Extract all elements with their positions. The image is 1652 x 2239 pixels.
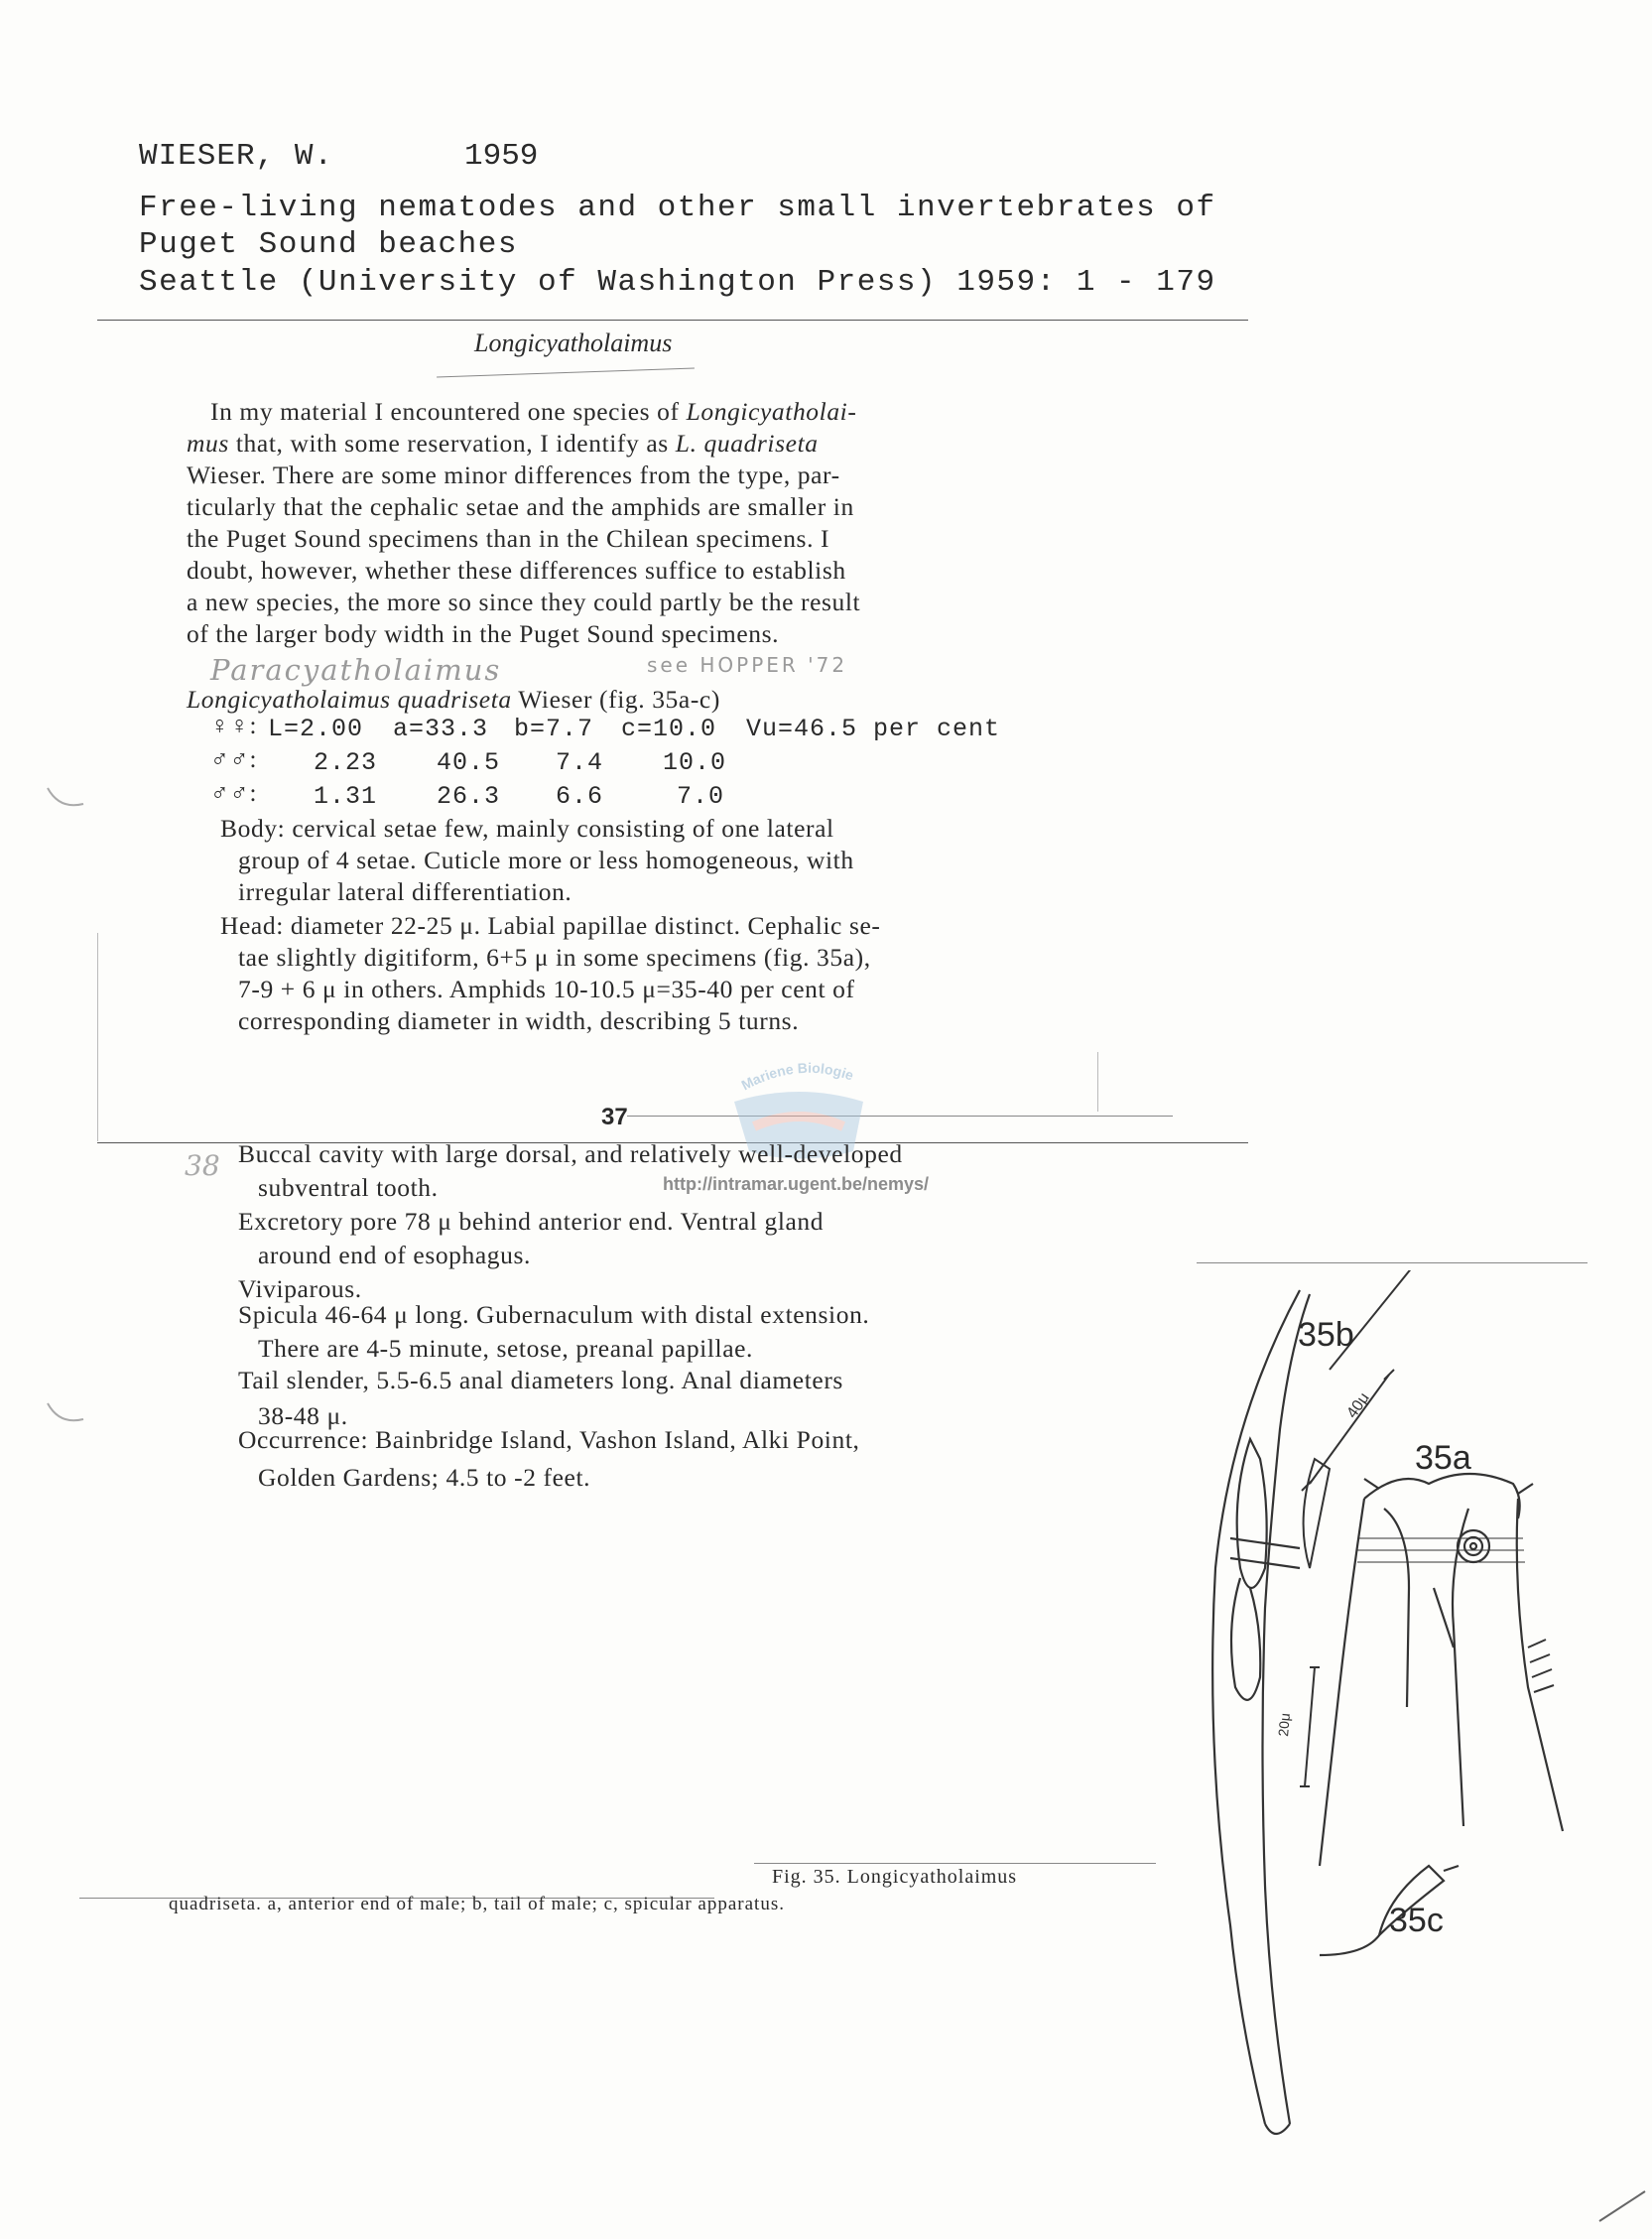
cervical-setae — [1528, 1640, 1554, 1692]
figure-caption-line-1: Fig. 35. Longicyatholaimus — [772, 1866, 1018, 1888]
tail-line-1: Tail slender, 5.5-6.5 anal diameters long. Anal diameters — [238, 1366, 843, 1394]
watermark-logo-text: Mariene Biologie — [738, 1059, 856, 1094]
intro-line-6: doubt, however, whether these differences suffice to establish — [187, 556, 846, 585]
citation-source: Seattle (University of Washington Press) 1959: 1 - 179 — [139, 265, 1216, 300]
intro-line-1: In my material I encountered one species of Longicyatholai- — [210, 397, 857, 426]
measurement-a: 40.5 — [437, 748, 501, 777]
measurement-L: 2.23 — [314, 748, 378, 777]
handwritten-genus-note: Paracyatholaimus — [210, 653, 502, 687]
citation-title-line-2: Puget Sound beaches — [139, 227, 518, 262]
head-desc-line-3: 7-9 + 6 μ in others. Amphids 10-10.5 μ=35-40 per cent of — [238, 975, 855, 1003]
figure-label-35b: 35b — [1298, 1316, 1354, 1354]
measurement-L: L=2.00 — [268, 715, 364, 743]
figure-top-rule — [1197, 1262, 1588, 1263]
measurement-sex: ♀♀: — [210, 713, 258, 739]
measurement-b: b=7.7 — [514, 715, 594, 743]
scale-label-20: 20μ — [1275, 1712, 1294, 1738]
caption-rule — [754, 1863, 1156, 1864]
citation-year: 1959 — [464, 139, 539, 174]
head-desc-line-4: corresponding diameter in width, describing 5 turns. — [238, 1006, 800, 1035]
excretory-line-1: Excretory pore 78 μ behind anterior end. Ventral gland — [238, 1207, 825, 1236]
figure-caption-line-2: quadriseta. a, anterior end of male; b, tail of male; c, spicular apparatus. — [169, 1894, 785, 1914]
viviparous-line: Viviparous. — [238, 1274, 362, 1303]
occurrence-line-2: Golden Gardens; 4.5 to -2 feet. — [258, 1463, 591, 1492]
measurement-c: 10.0 — [663, 748, 727, 777]
scan-edge-line — [97, 933, 98, 1141]
buccal-line-2: subventral tooth. — [258, 1173, 439, 1202]
body-desc-line-3: irregular lateral differentiation. — [238, 877, 572, 906]
intro-line-7: a new species, the more so since they could partly be the result — [187, 588, 861, 616]
scale-bar-20 — [1300, 1667, 1320, 1786]
measurement-L: 1.31 — [314, 782, 378, 811]
intro-line-5: the Puget Sound specimens than in the Chilean specimens. I — [187, 524, 830, 553]
measurement-c: c=10.0 — [621, 715, 717, 743]
intro-line-8: of the larger body width in the Puget Sound specimens. — [187, 619, 780, 648]
watermark-url: http://intramar.ugent.be/nemys/ — [663, 1174, 930, 1194]
page-number: 37 — [601, 1104, 628, 1130]
measurement-a: 26.3 — [437, 782, 501, 811]
intro-line-2: mus that, with some reservation, I identify as L. quadriseta — [187, 429, 819, 458]
body-desc-line-2: group of 4 setae. Cuticle more or less homogeneous, with — [238, 846, 854, 874]
head-desc-line-2: tae slightly digitiform, 6+5 μ in some specimens (fig. 35a), — [238, 943, 871, 972]
measurement-b: 7.4 — [556, 748, 604, 777]
genus-heading: Longicyatholaimus — [474, 329, 673, 357]
tail-line-2: 38-48 μ. — [258, 1401, 348, 1430]
citation-author: WIESER, W. — [139, 139, 334, 174]
spicula-line-1: Spicula 46-64 μ long. Gubernaculum with distal extension. — [238, 1300, 870, 1329]
buccal-line-1: Buccal cavity with large dorsal, and relatively well-developed — [238, 1139, 903, 1168]
scale-label-40: 40μ — [1343, 1389, 1373, 1422]
measurement-vu: Vu=46.5 per cent — [746, 715, 1001, 743]
measurement-a: a=33.3 — [393, 715, 489, 743]
anterior-end-35a — [1320, 1474, 1563, 1866]
handwritten-reference-note: see HOPPER '72 — [647, 653, 848, 677]
measurement-b: 6.6 — [556, 782, 604, 811]
body-desc-line-1: Body: cervical setae few, mainly consisting of one lateral — [220, 814, 834, 843]
intro-line-4: ticularly that the cephalic setae and the amphids are smaller in — [187, 492, 854, 521]
excretory-line-2: around end of esophagus. — [258, 1241, 532, 1269]
heading-underline — [437, 367, 695, 377]
handwritten-page-number: 38 — [185, 1149, 220, 1182]
measurement-sex: ♂♂: — [210, 780, 258, 807]
header-divider — [97, 320, 1248, 321]
figure-label-35a: 35a — [1415, 1439, 1471, 1477]
spicula-line-2: There are 4-5 minute, setose, preanal papillae. — [258, 1334, 754, 1363]
head-desc-line-1: Head: diameter 22-25 μ. Labial papillae distinct. Cephalic se- — [220, 911, 881, 940]
scan-edge-line — [1097, 1052, 1098, 1112]
punch-hole-mark — [40, 774, 89, 824]
measurement-c: 7.0 — [677, 782, 725, 811]
occurrence-line-1: Occurrence: Bainbridge Island, Vashon Island, Alki Point, — [238, 1425, 860, 1454]
measurement-sex: ♂♂: — [210, 746, 258, 773]
species-heading: Longicyatholaimus quadriseta Wieser (fig. 35a-c) — [187, 685, 720, 714]
figure-35-drawing — [1171, 1270, 1588, 2164]
figure-label-35c: 35c — [1389, 1902, 1444, 1939]
citation-title-line-1: Free-living nematodes and other small invertebrates of — [139, 191, 1216, 225]
punch-hole-mark — [40, 1389, 89, 1439]
scan-corner-mark — [1597, 2183, 1647, 2223]
tail-of-male-35b — [1212, 1290, 1310, 2134]
intro-line-3: Wieser. There are some minor differences from the type, par- — [187, 461, 840, 489]
